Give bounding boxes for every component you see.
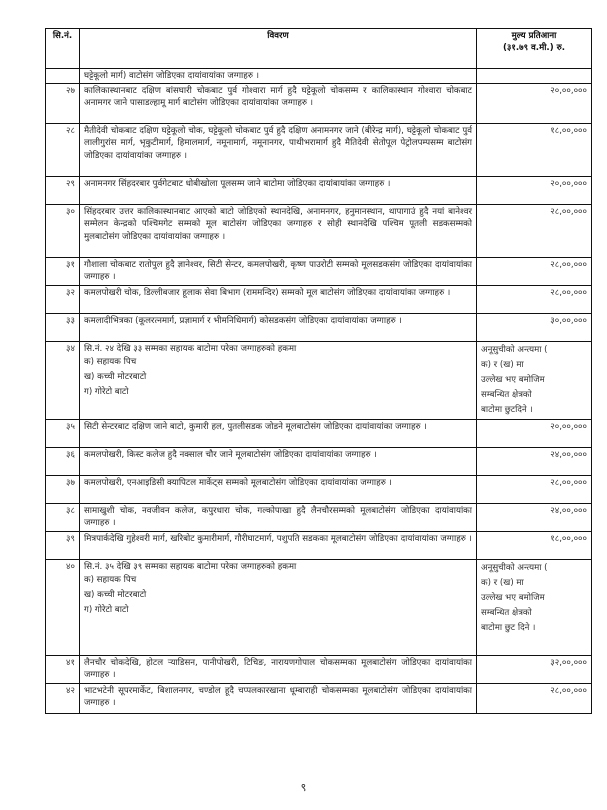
row-serial: २९ — [46, 177, 80, 205]
table-row — [46, 560, 592, 656]
row-value: १८,००,००० — [477, 532, 592, 560]
row-value: २०,००,००० — [477, 84, 592, 124]
row-description-cell — [80, 504, 477, 532]
row-serial: २८ — [46, 124, 80, 177]
row-serial: ४२ — [46, 684, 80, 714]
page-number: ९ — [300, 781, 307, 794]
row-note-line: सम्बन्धित क्षेत्रको — [481, 390, 532, 401]
table-row — [46, 258, 592, 286]
row-note-line: अनूसुचीको अन्त्यमा ( — [481, 345, 548, 356]
row-value-note — [477, 560, 592, 656]
table-row — [46, 532, 592, 560]
row-description: भाटभटेनी सूपरमार्केट, बिशालनगर, चण्डोल हूदै चप्पलकारखाना धूम्बाराही चोकसम्मका मूलबाटोसंग जोडिएका दायांवायांका जग्गाहरु । — [84, 686, 472, 709]
row-description: कमलपोखरी, किस्ट कलेज हुदै नक्साल चौर जाने मूलबाटोसंग जोडिएका दायांवायांका जग्गाहरु । — [84, 450, 377, 461]
row-description: सि.नं. ३५ देखि ३९ सम्मका सहायक बाटोमा परेका जग्गाहरुको हकमा — [84, 562, 297, 573]
row-description: सिटी सेन्टरबाट दक्षिण जाने बाटो, कुमारी हल, पुतलीसडक जोडने मूलबाटोसंग जोडिएका दायांवायांका जग्गाहरु । — [84, 422, 427, 433]
row-serial: ३२ — [46, 286, 80, 314]
row-description: लैनचौर चोकदेखि, होटल र्‍याडिसन, पानीपोखरी, टिचिङ, नारायणगोपाल चोकसम्मका मूलबाटोसंग जोडिएका दायांवायांका जग्गाहरु । — [84, 658, 472, 681]
row-serial: ३३ — [46, 314, 80, 342]
row-serial: ३७ — [46, 476, 80, 504]
row-sub-item: क) सहायक पिच — [84, 357, 137, 368]
row-description-cell — [80, 532, 477, 560]
header-value-line1: मुल्य प्रतिआना — [511, 31, 557, 41]
row-description-cell — [80, 258, 477, 286]
table-row — [46, 476, 592, 504]
row-sub-item: ख) कच्ची मोटरबाटो — [84, 590, 147, 601]
table-header-row — [46, 29, 592, 69]
row-serial: ३९ — [46, 532, 80, 560]
table-row — [46, 314, 592, 342]
header-value-line2: (३१.७९ व.मी.) रु. — [502, 43, 566, 54]
row-sub-item: क) सहायक पिच — [84, 575, 137, 586]
continuation-value — [477, 69, 592, 84]
row-value: ३०,००,००० — [477, 314, 592, 342]
row-value: १८,००,००० — [477, 124, 592, 177]
row-note-line: बाटोमा छुटदिने । — [481, 405, 533, 416]
header-description: विवरण — [80, 29, 477, 69]
row-value: २८,००,००० — [477, 476, 592, 504]
row-note-line: उल्लेख भए बमोजिम — [481, 593, 545, 604]
row-value: २४,००,००० — [477, 504, 592, 532]
row-serial: ३८ — [46, 504, 80, 532]
table-row — [46, 656, 592, 684]
row-value: २८,००,००० — [477, 684, 592, 714]
row-description-cell — [80, 656, 477, 684]
row-note-line: क) र (ख) मा — [481, 578, 524, 589]
row-description-cell — [80, 177, 477, 205]
row-note-line: बाटोमा छुट दिने । — [481, 623, 536, 634]
row-serial: ३० — [46, 205, 80, 258]
row-serial: ३४ — [46, 342, 80, 420]
table-row — [46, 177, 592, 205]
row-value: २४,००,००० — [477, 448, 592, 476]
row-description: अनामनगर सिंहदरबार पुर्वगेटबाट धोबीखोला पूलसम्म जाने बाटोमा जोडिएका दायांबायांका जग्गाहरु । — [84, 179, 391, 190]
table-row — [46, 124, 592, 177]
table-row — [46, 205, 592, 258]
row-description-cell — [80, 205, 477, 258]
row-description-cell — [80, 342, 477, 420]
row-serial: ३१ — [46, 258, 80, 286]
row-description: सिंहदरबार उत्तर कालिकास्थानबाट आएको बाटो जोडिएको स्थानदेखि, अनामनगर, हनुमानस्थान, थापागाउं हुदै नयां बानेश्वर सम्मेलन केन्द्रको पश्चिमगेट सम्मको मूल बाटोसंग जोडिएका जग्गाहरु र सोही स्थानदेखि पश्चिम पूतली सडकसम्मको मुलबाटोसंग जोडिएका दायांवायांका जग्गाहरु । — [84, 207, 472, 242]
table-row — [46, 342, 592, 420]
row-value: २८,००,००० — [477, 205, 592, 258]
row-description-cell — [80, 448, 477, 476]
header-serial: सि.नं. — [46, 29, 80, 69]
row-value: ३२,००,००० — [477, 656, 592, 684]
table-row — [46, 84, 592, 124]
row-description-cell — [80, 684, 477, 714]
row-description-cell — [80, 476, 477, 504]
row-value: २८,००,००० — [477, 286, 592, 314]
row-description: मित्रपार्कदेखि गुहेश्वरी मार्ग, खरिबोट कुमारीमार्ग, गौरीघाटमार्ग, पशुपति सडकका मूलबाटोसंग जोडिएका दायांवायांका जग्गाहरु । — [84, 534, 472, 545]
row-serial: ३५ — [46, 420, 80, 448]
row-serial: २७ — [46, 84, 80, 124]
row-sub-item: ग) गोरेटो बाटो — [84, 387, 129, 398]
row-description-cell — [80, 124, 477, 177]
header-value — [477, 29, 592, 69]
land-valuation-table — [45, 28, 592, 714]
row-serial: ३६ — [46, 448, 80, 476]
row-description: गौशाला चोकबाट रातोपुल हुदै ज्ञानेश्वर, सिटी सेन्टर, कमलपोखरी, कृष्ण पाउरोटी सम्मको मूलसडकसंग जोडिएका दायांवायांका जग्गाहरु । — [84, 260, 472, 283]
row-description-cell — [80, 314, 477, 342]
row-note-line: अनूसुचीको अन्त्यमा ( — [481, 563, 548, 574]
table-row — [46, 448, 592, 476]
table-row — [46, 420, 592, 448]
row-description-cell — [80, 286, 477, 314]
row-description: कमलपोखरी चोक, डिल्लीबजार हूलाक सेवा बिभाग (राममन्दिर) सम्मको मूल बाटोसंग जोडिएका दायांवायांका जग्गाहरु । — [84, 288, 451, 299]
row-description: कालिकास्थानबाट दक्षिण बांसघारी चोकबाट पुर्व गोश्वारा मार्ग हुदै घट्टेकूलो चोकसम्म र कालिकास्थान गोश्वारा चोकबाट अनामगर जाने पासाडल्हामू मार्ग बाटोसंग जोडिएका दायांवायांका जग्गाहरु । — [84, 86, 472, 109]
row-sub-item: ख) कच्ची मोटरबाटो — [84, 372, 147, 383]
row-value: २०,००,००० — [477, 420, 592, 448]
table-row — [46, 684, 592, 714]
continuation-description: घट्टेकूलो मार्ग) वाटोसंग जोडिएका दायांवायांका जग्गाहरु । — [80, 69, 477, 84]
row-description: कमलपोखरी, एनआइडिसी क्यापिटल मार्केट्स सम्मको मूलबाटोसंग जोडिएका दायांवायांका जग्गाहरु । — [84, 478, 392, 489]
row-description-cell — [80, 420, 477, 448]
row-sub-item: ग) गोरेटो बाटो — [84, 605, 129, 616]
row-note-line: उल्लेख भए बमोजिम — [481, 375, 545, 386]
row-description-cell — [80, 560, 477, 656]
row-description: कमलादीभित्रका (कूलरत्नमार्ग, प्रज्ञामार्ग र भीमनिधिमार्ग) कोसडकसंग जोडिएका दायांवायांका जग्गाहरु । — [84, 316, 402, 327]
row-note-line: क) र (ख) मा — [481, 360, 524, 371]
row-value: २८,००,००० — [477, 258, 592, 286]
row-description: सामाखुशी चोक, नवजीवन कलेज, कपुरधारा चोक, गल्कोपाखा हुदै लैनचौरसम्मको मूलबाटोसंग जोडिएका दायांवायांका जग्गाहरु । — [84, 506, 472, 529]
row-note-line: सम्बन्धित क्षेत्रको — [481, 608, 532, 619]
row-description: मैतीदेवी चोकबाट दक्षिण घट्टेकूलो चोक, घट्टेकूलो चोकबाट पुर्व हुदै दक्षिण अनामनगर जाने (बीरेन्द्र मार्ग), घट्टेकूलो चोकबाट पुर्व लालीगुरांस मार्ग, भृकुटीमार्ग, हिमालमार्ग, नमूनामार्ग, नमूनानगर, पाथीभरामार्ग हुदै मैतिदेवी सेतोपूल पेट्रोलपम्पसम्म बाटोसंग जोडिएका दायांवायांका जग्गाहरु । — [84, 126, 472, 161]
row-description-cell — [80, 84, 477, 124]
row-serial: ४१ — [46, 656, 80, 684]
table-row — [46, 504, 592, 532]
row-value: २०,००,००० — [477, 177, 592, 205]
row-description: सि.नं. २४ देखि ३३ सम्मका सहायक बाटोमा परेका जग्गाहरुको हकमा — [84, 344, 297, 355]
continuation-serial — [46, 69, 80, 84]
row-serial: ४० — [46, 560, 80, 656]
row-value-note — [477, 342, 592, 420]
table-row — [46, 286, 592, 314]
continuation-row — [46, 69, 592, 84]
